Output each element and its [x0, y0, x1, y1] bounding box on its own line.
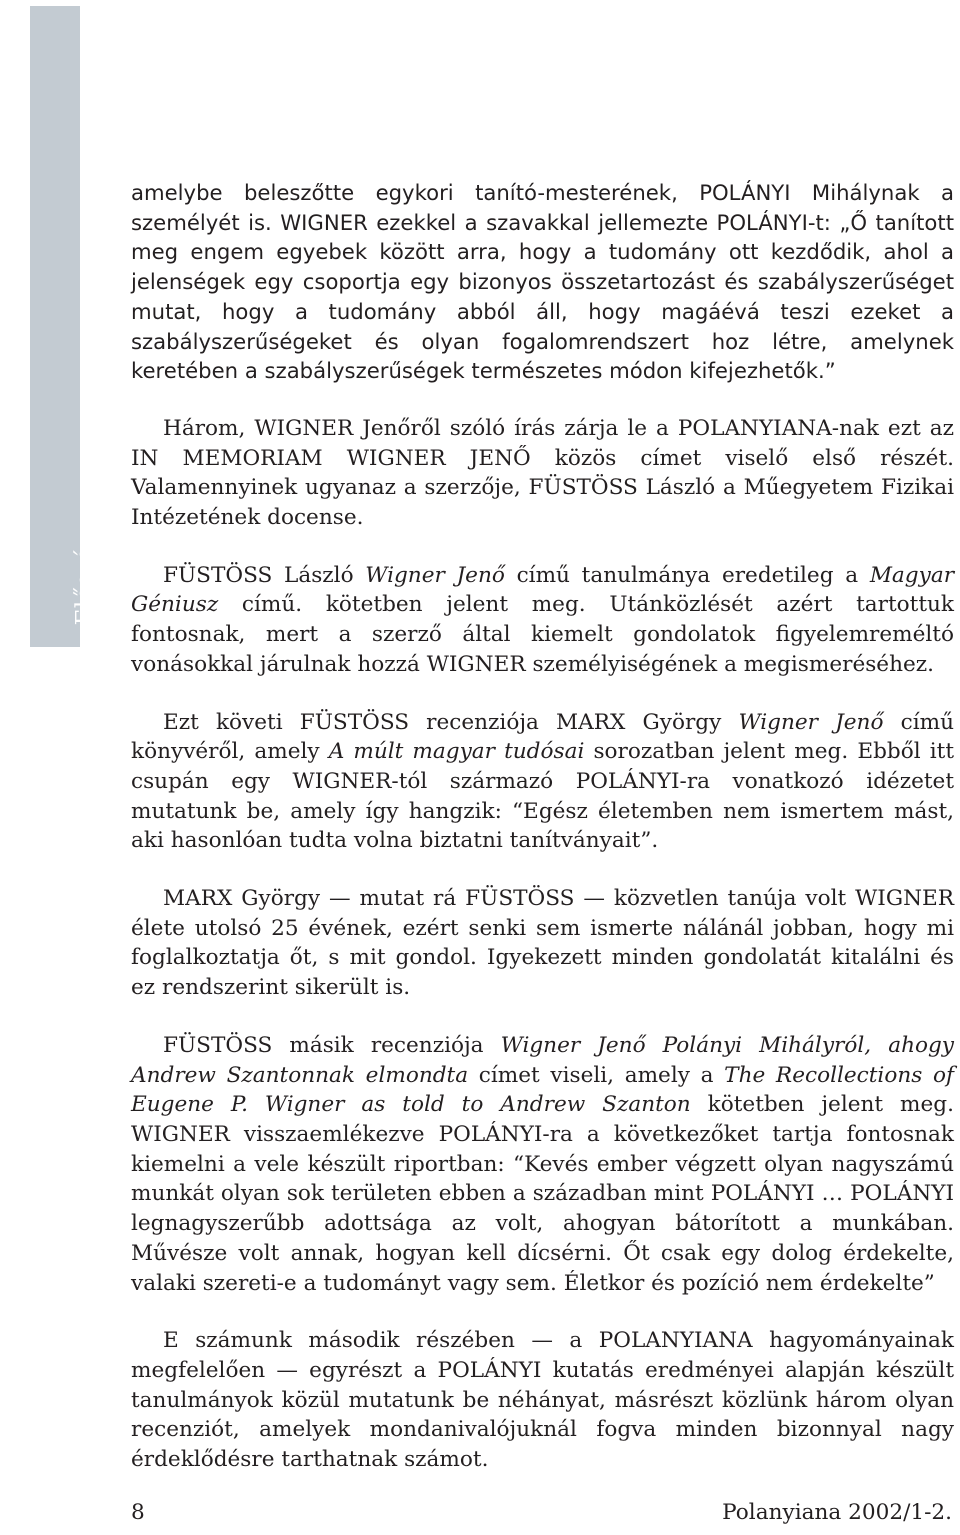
paragraph-4-text-3: sorozatban jelent meg. Ebből itt csupán egy WIGNER-tól származó POLÁNYI-ra vonatkozó idézetet mutatunk be, amely így hangzik: “Egész életemben nem ismertem mást, aki hasonlóan tudta volna biztatni tanítványait”.: [131, 739, 954, 854]
section-label: Előszó: [72, 546, 98, 626]
paragraph-6: [131, 1031, 954, 1298]
paragraph-1: amelybe beleszőtte egykori tanító-mesterének, POLÁNYI Mihálynak a személyét is. WIGNER ezekkel a szavakkal jellemezte POLÁNYI-t: „Ő tanított meg engem egyebek között arra, hogy a tudomány ott kezdődik, ahol a jelenségek egy csoportja egy bizonyos összetartozást és szabályszerűséget mutat, hogy a tudomány abból áll, hogy magáévá teszi ezeket a szabályszerűségeket és olyan fogalomrendszert hoz létre, amelynek keretében a szabályszerűségek természetes módon kifejezhetők.”: [131, 180, 954, 384]
sidebar-strip: [30, 6, 98, 647]
paragraph-3: [131, 561, 954, 680]
paragraph-7: E számunk második részében — a POLANYIANA hagyományainak megfelelően — egyrészt a POLÁNYI kutatás eredményei alapján készült tanulmányok közül mutatunk be néhányat, másrészt közlünk három olyan recenziót, amelyek mondanivalójuknál fogva minden bizonnyal nagy érdeklődésre tarthatnak számot.: [131, 1328, 954, 1473]
paragraph-6-italic-1: Wigner Jenő Polányi Mihályról, ahogy Andrew Szantonnak elmondta: [131, 1032, 954, 1088]
paragraph-4: [131, 708, 954, 857]
paragraph-3-italic-1: Wigner Jenő: [365, 562, 505, 588]
paragraph-3-text-1: FÜSTÖSS László: [163, 562, 366, 588]
paragraph-5: MARX György — mutat rá FÜSTÖSS — közvetlen tanúja volt WIGNER élete utolsó 25 évének, ezért senki sem ismerte nálánál jobban, hogy mi foglalkoztatja őt, s mit gondol. Igyekezett minden gondolatát kitalálni és ez rendszerint sikerült is.: [131, 886, 954, 1001]
article-body: [131, 178, 954, 1475]
paragraph-3-italic-2: Magyar Géniusz: [131, 562, 955, 618]
page-number: 8: [131, 1500, 145, 1525]
paragraph-3-text-2: című tanulmánya eredetileg a: [504, 562, 870, 588]
journal-issue: Polanyiana 2002/1-2.: [722, 1500, 952, 1525]
paragraph-6-italic-2: The Recollections of Eugene P. Wigner as told to Andrew Szanton: [131, 1062, 954, 1118]
paragraph-4-text-1: Ezt követi FÜSTÖSS recenziója MARX György: [163, 709, 739, 735]
paragraph-3-text-3: című. kötetben jelent meg. Utánközlését azért tartottuk fontosnak, mert a szerző által kiemelt gondolatok figyelemreméltó vonásokkal járulnak hozzá WIGNER személyiségének a megismeréséhez.: [131, 592, 954, 677]
paragraph-6-text-2: címet viseli, amely a: [468, 1062, 725, 1088]
paragraph-4-text-2: című könyvéről, amely: [131, 709, 955, 765]
paragraph-6-text-3: kötetben jelent meg. WIGNER visszaemlékezve POLÁNYI-ra a következőket tartja fontosnak kiemelni a vele készült riportban: “Kevés ember végzett olyan nagyszámú munkát olyan sok területen ebben a században mint POLÁNYI … POLÁNYI legnagyszerűbb adottsága az volt, ahogyan bátorított a munkában. Művésze volt annak, hogyan kell dícsérni. Őt csak egy dolog érdekelte, valaki szereti-e a tudományt vagy sem. Életkor és pozíció nem érdekelte”: [131, 1092, 954, 1296]
paragraph-4-italic-1: Wigner Jenő: [738, 709, 884, 735]
paragraph-2: Három, WIGNER Jenőről szóló írás zárja le a POLANYIANA-nak ezt az IN MEMORIAM WIGNER JENŐ közös címet viselő első részét. Valamennyinek ugyanaz a szerzője, FÜSTÖSS László a Műegyetem Fizikai Intézetének docense.: [131, 415, 954, 531]
paragraph-6-text-1: FÜSTÖSS másik recenziója: [163, 1032, 501, 1058]
paragraph-4-italic-2: A múlt magyar tudósai: [328, 739, 585, 765]
